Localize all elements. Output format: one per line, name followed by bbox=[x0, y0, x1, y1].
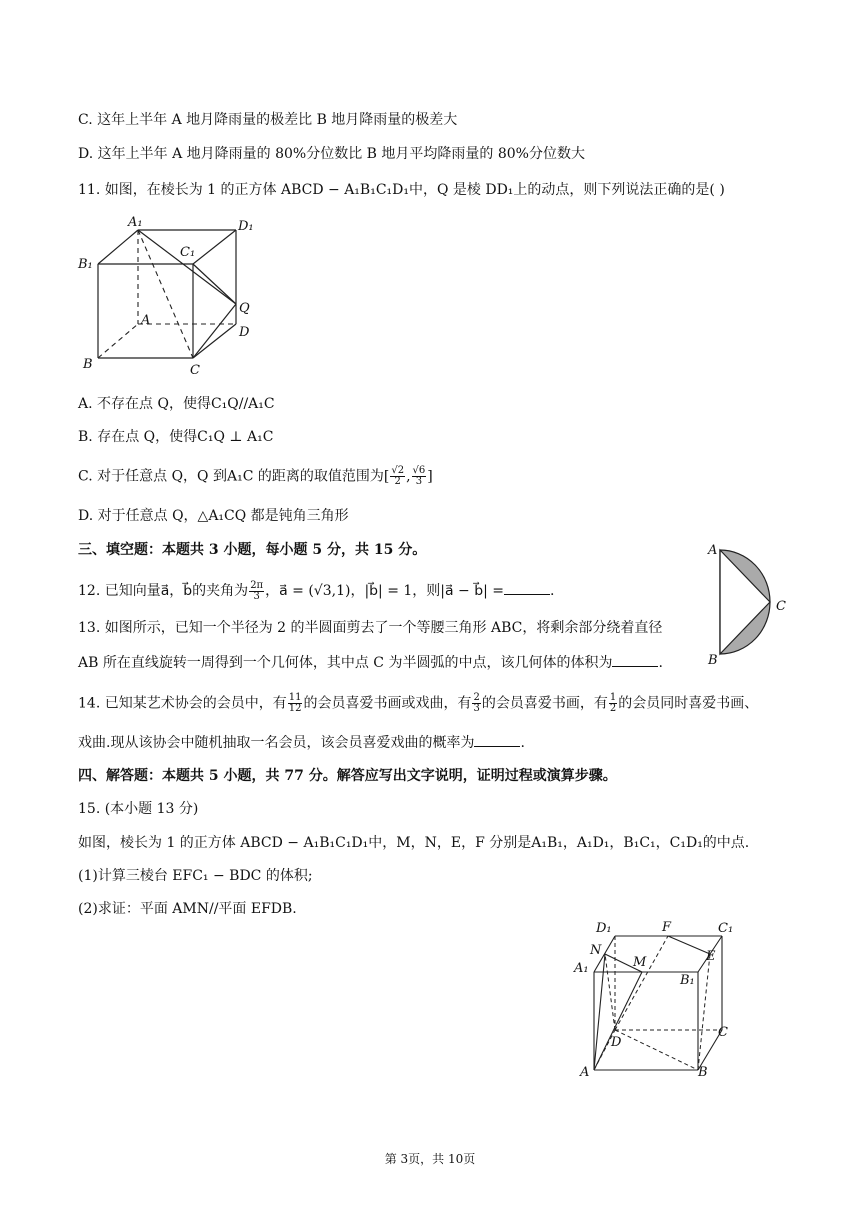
fig3-label-a1: A₁ bbox=[574, 961, 589, 976]
fig2-label-a: A bbox=[708, 543, 718, 558]
fig1-label-a: A bbox=[141, 313, 151, 328]
q11-cube-figure bbox=[78, 212, 278, 382]
q11-option-b: B. 存在点 Q，使得C₁Q ⊥ A₁C bbox=[78, 429, 274, 445]
fig3-label-a: A bbox=[580, 1065, 590, 1080]
q14-line-2: 戏曲.现从该协会中随机抽取一名会员，该会员喜爱戏曲的概率为 . bbox=[78, 732, 525, 753]
fig1-label-c1: C₁ bbox=[180, 245, 196, 260]
fraction: $\frac{√2}{2}$ bbox=[391, 465, 405, 487]
q11-option-c: C. 对于任意点 Q，Q 到A₁C 的距离的取值范围为[ $\frac{√2}{2}$ , $\frac{√6}{3}$ ] bbox=[78, 465, 433, 487]
q11-option-d: D. 对于任意点 Q，△A₁CQ 都是钝角三角形 bbox=[78, 508, 349, 524]
q11-stem: 11. 如图，在棱长为 1 的正方体 ABCD − A₁B₁C₁D₁中，Q 是棱 DD₁上的动点，则下列说法正确的是( ) bbox=[78, 182, 725, 198]
fig1-label-d1: D₁ bbox=[238, 219, 254, 234]
fig3-label-e: E bbox=[706, 949, 716, 964]
fig3-label-c1: C₁ bbox=[718, 921, 734, 936]
fig1-label-b1: B₁ bbox=[78, 257, 93, 272]
fig3-label-d1: D₁ bbox=[596, 921, 612, 936]
fraction: $\frac{11}{12}$ bbox=[288, 692, 302, 714]
q15-part-2: (2)求证：平面 AMN//平面 EFDB. bbox=[78, 901, 297, 917]
q11-option-a: A. 不存在点 Q，使得C₁Q//A₁C bbox=[78, 396, 275, 412]
fig3-label-f: F bbox=[662, 920, 672, 935]
q15-header: 15. (本小题 13 分) bbox=[78, 801, 199, 817]
q12-text: 12. 已知向量a⃗，b⃗的夹角为 $\frac{2\pi}{3}$ ，a⃗ = (√3,1)，|b⃗| = 1，则|a⃗ − b⃗| = . bbox=[78, 579, 555, 602]
q13-line-1: 13. 如图所示，已知一个半径为 2 的半圆面剪去了一个等腰三角形 ABC，将剩余部分绕着直径 bbox=[78, 620, 663, 636]
fig1-label-c: C bbox=[190, 363, 200, 378]
fig1-label-q: Q bbox=[239, 301, 250, 316]
q15-stem: 如图，棱长为 1 的正方体 ABCD − A₁B₁C₁D₁中，M，N，E，F 分别是A₁B₁，A₁D₁，B₁C₁，C₁D₁的中点. bbox=[78, 835, 750, 851]
fig3-label-b1: B₁ bbox=[680, 973, 695, 988]
fig3-label-b: B bbox=[698, 1065, 708, 1080]
answer-blank bbox=[474, 732, 520, 747]
q15-part-1: (1)计算三棱台 EFC₁ − BDC 的体积; bbox=[78, 868, 313, 884]
fraction: $\frac{√6}{3}$ bbox=[412, 465, 426, 487]
q13-semicircle-figure bbox=[700, 540, 800, 670]
section-4-heading: 四、解答题：本题共 5 小题，共 77 分。解答应写出文字说明，证明过程或演算步骤。 bbox=[78, 768, 617, 784]
answer-blank bbox=[612, 652, 658, 667]
fig1-label-a1: A₁ bbox=[128, 215, 143, 230]
fig2-label-c: C bbox=[776, 599, 786, 614]
section-3-heading: 三、填空题：本题共 3 小题，每小题 5 分，共 15 分。 bbox=[78, 542, 427, 558]
fraction: $\frac{2\pi}{3}$ bbox=[250, 579, 264, 602]
fig3-label-m: M bbox=[633, 955, 647, 970]
fig3-label-d: D bbox=[611, 1035, 622, 1050]
fig1-label-b: B bbox=[83, 357, 93, 372]
answer-blank bbox=[504, 580, 550, 595]
page-footer: 第 3页，共 10页 bbox=[384, 1152, 476, 1166]
q15-cube-figure bbox=[570, 914, 750, 1084]
fig2-label-b: B bbox=[708, 653, 718, 668]
option-d-prev: D. 这年上半年 A 地月降雨量的 80%分位数比 B 地月平均降雨量的 80%分位数大 bbox=[78, 146, 585, 162]
q13-line-2: AB 所在直线旋转一周得到一个几何体，其中点 C 为半圆弧的中点，该几何体的体积为 . bbox=[78, 652, 663, 673]
fig3-label-n: N bbox=[590, 943, 602, 958]
fraction: $\frac{1}{2}$ bbox=[609, 692, 617, 714]
option-c-prev: C. 这年上半年 A 地月降雨量的极差比 B 地月降雨量的极差大 bbox=[78, 112, 458, 128]
fig3-label-c: C bbox=[718, 1025, 728, 1040]
fig1-label-d: D bbox=[239, 325, 250, 340]
fraction: $\frac{2}{3}$ bbox=[473, 692, 480, 714]
q14-line-1: 14. 已知某艺术协会的会员中，有 $\frac{11}{12}$ 的会员喜爱书画或戏曲，有 $\frac{2}{3}$ 的会员喜爱书画，有 $\frac{1}{2}$ 的会员同时喜爱书画、 bbox=[78, 692, 759, 714]
